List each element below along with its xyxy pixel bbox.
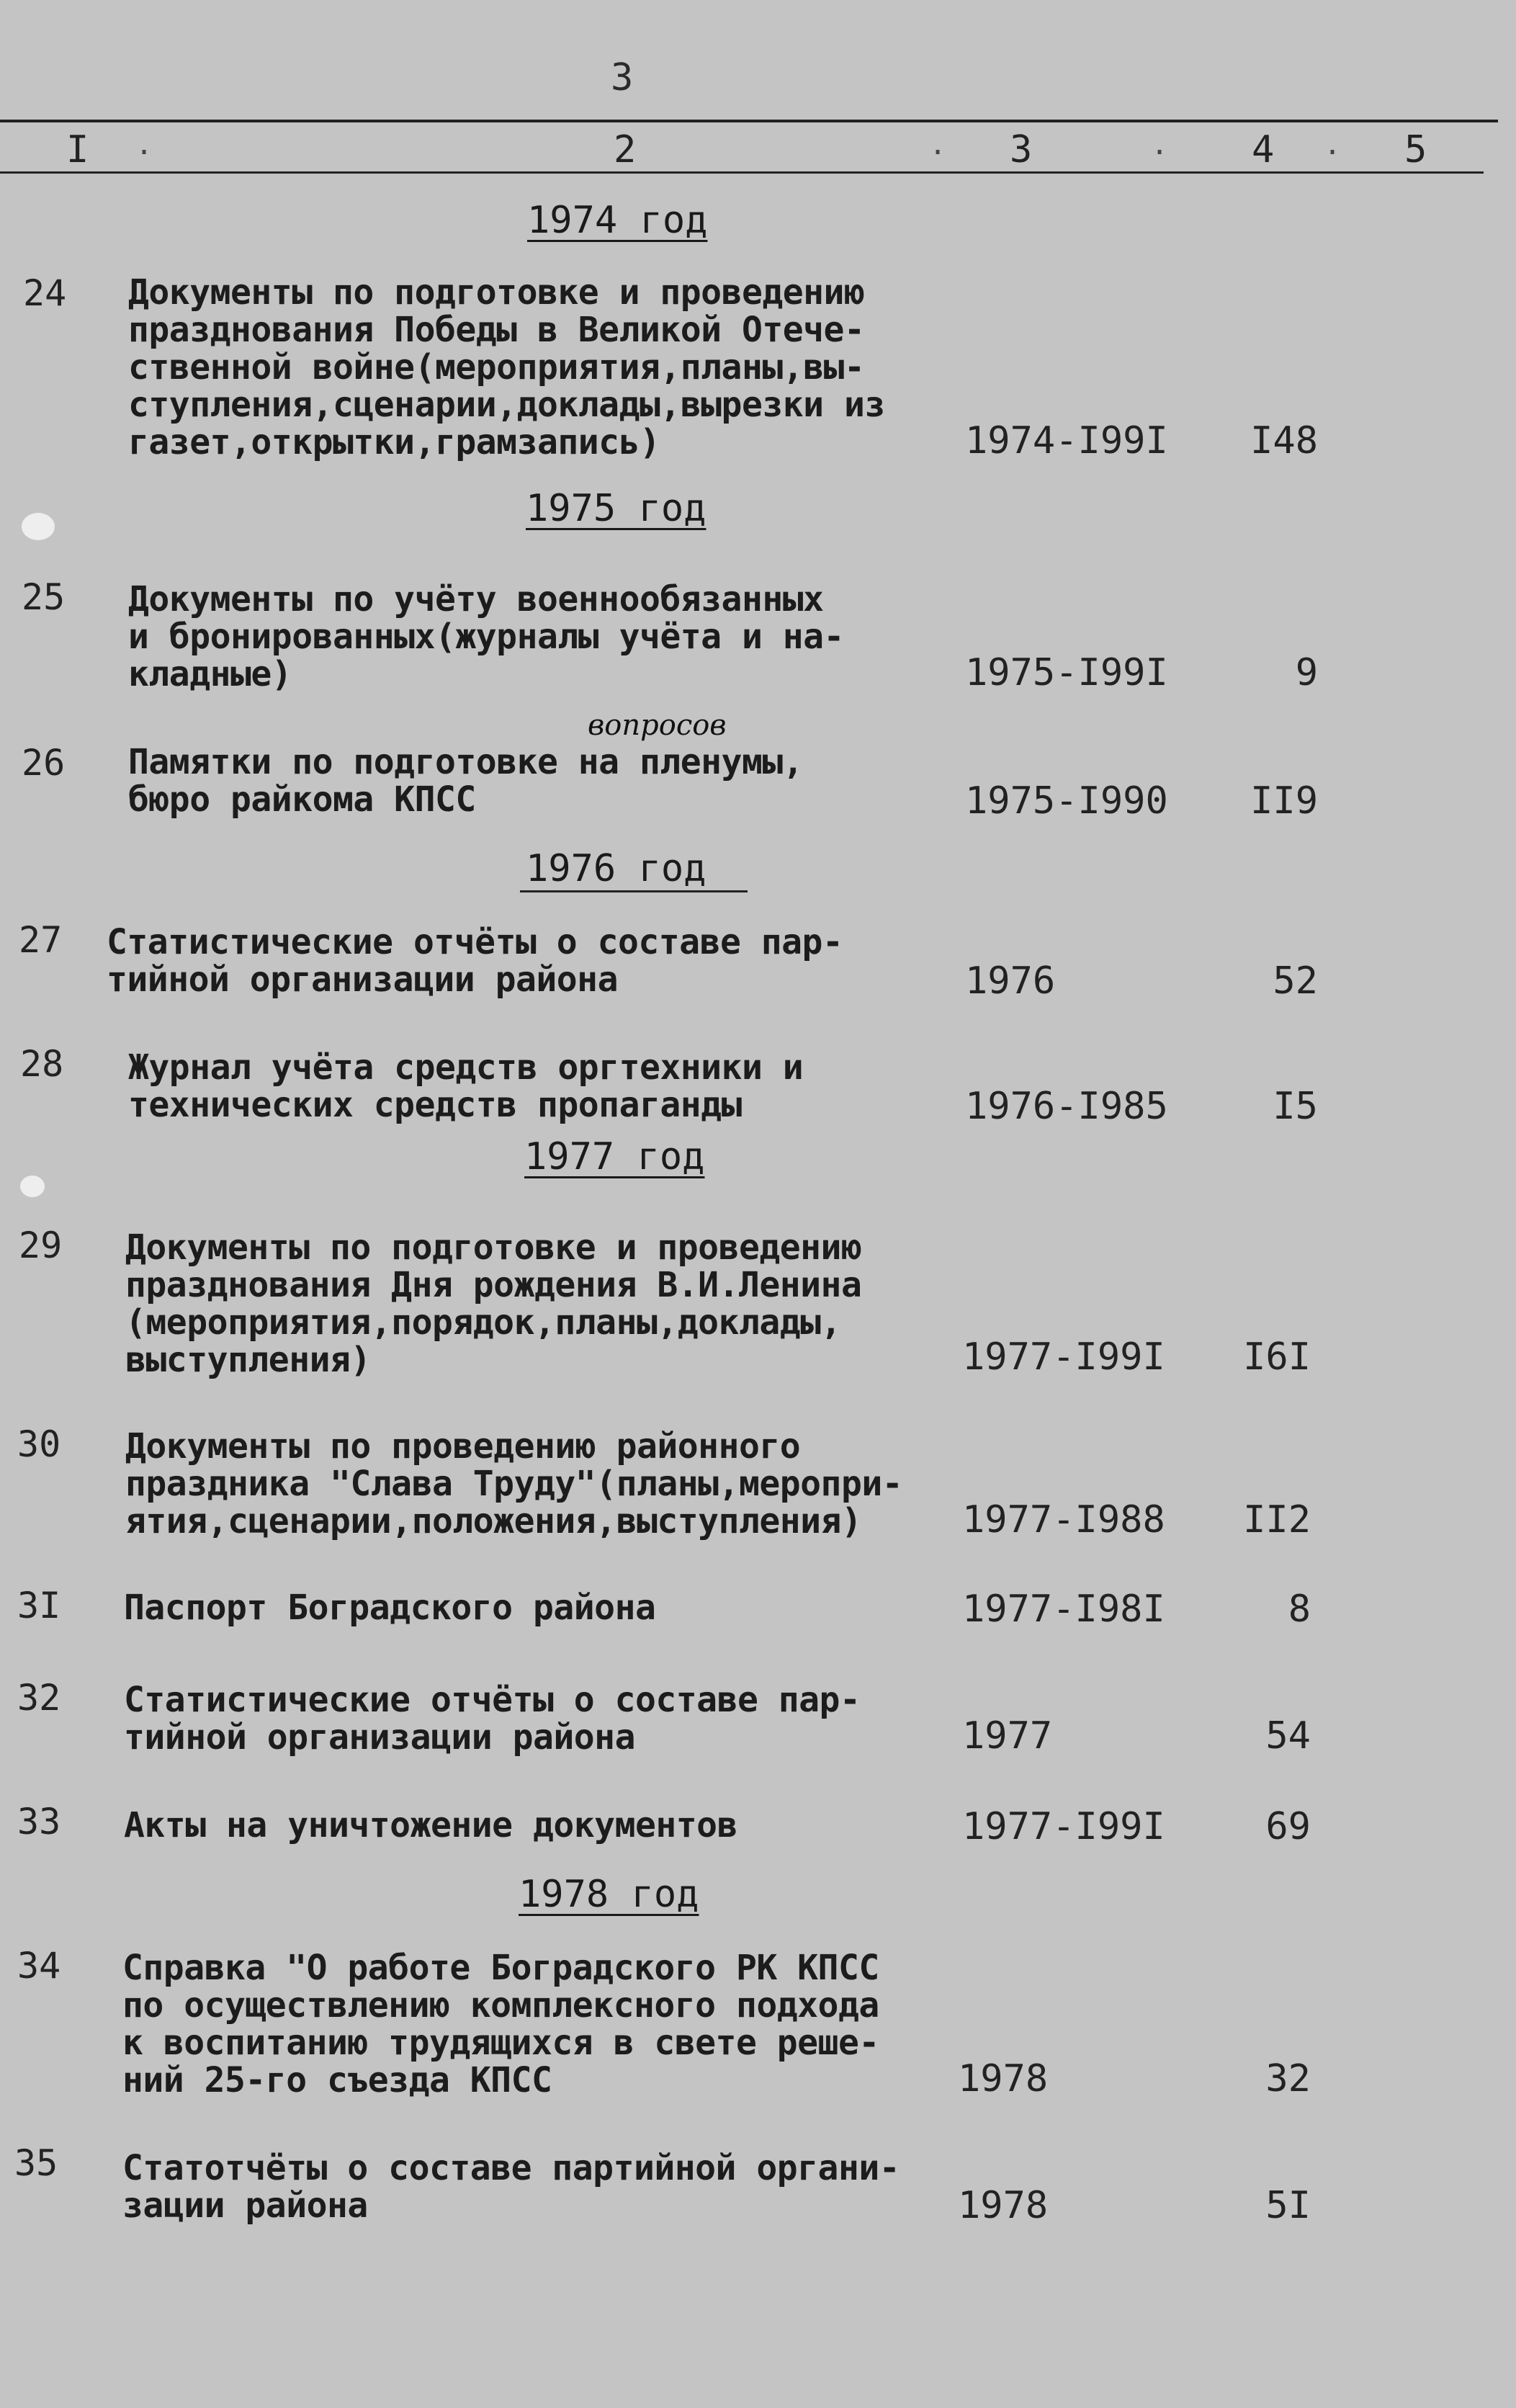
entry-description: Документы по учёту военнообязанных и бронированных(журналы учёта и на- кладные)	[128, 579, 844, 694]
entry-dates: 1975-I99I	[965, 651, 1168, 694]
entry-dates: 1978	[958, 2057, 1049, 2100]
section-heading-1978: 1978 год	[519, 1873, 699, 1916]
entry-dates: 1977-I988	[962, 1498, 1165, 1541]
entry-dates: 1977-I98I	[962, 1588, 1165, 1631]
entry-number: 34	[17, 1945, 61, 1987]
entry-dates: 1976-I985	[965, 1085, 1168, 1128]
entry-description: Статотчёты о составе партийной органи- зации района	[122, 2148, 900, 2226]
column-header-4: 4	[1252, 128, 1275, 171]
entry-description: Документы по подготовке и проведению празднования Дня рождения В.И.Ленина (мероприятия,порядок,планы,доклады, выступления)	[125, 1227, 862, 1380]
entry-count: 32	[1265, 2057, 1311, 2100]
entry-description: Документы по подготовке и проведению празднования Победы в Великой Отече- ственной войне(мероприятия,планы,вы- ступления,сценарии,доклады,вырезки из газет,открытки,грамзапись)	[128, 272, 885, 462]
entry-dates: 1976	[965, 959, 1056, 1003]
entry-number: 26	[22, 742, 66, 784]
column-header-3: 3	[1010, 128, 1033, 171]
section-heading-1977: 1977 год	[524, 1135, 705, 1178]
entry-number: 35	[14, 2142, 58, 2184]
entry-dates: 1978	[958, 2184, 1049, 2227]
entry-dates: 1974-I99I	[965, 419, 1168, 462]
section-heading-1975: 1975 год	[526, 487, 707, 530]
entry-description: Статистические отчёты о составе пар- тийной организации района	[124, 1680, 861, 1758]
entry-dates: 1975-I990	[965, 779, 1168, 823]
entry-description: Акты на уничтожение документов	[124, 1805, 737, 1845]
dot-2: .	[929, 128, 947, 161]
page-number: 3	[611, 56, 634, 99]
entry-count: 8	[1288, 1588, 1311, 1631]
entry-count: 69	[1265, 1805, 1311, 1848]
entry-number: 30	[17, 1423, 61, 1465]
entry-dates: 1977-I99I	[962, 1805, 1165, 1848]
entry-description: Статистические отчёты о составе пар- тийной организации района	[107, 922, 843, 1000]
entry-count: I6I	[1243, 1335, 1311, 1379]
column-header-2: 2	[614, 128, 637, 171]
handwritten-insert: вопросов	[588, 709, 727, 742]
entry-count: 5I	[1265, 2184, 1311, 2227]
entry-number: 27	[19, 919, 63, 961]
entry-number: 33	[17, 1801, 61, 1843]
dot-3: .	[1151, 128, 1169, 161]
entry-number: 25	[22, 576, 66, 618]
entry-description: Документы по проведению районного праздника "Слава Труду"(планы,меропри- ятия,сценарии,положения,выступления)	[125, 1426, 903, 1541]
entry-count: 9	[1295, 651, 1318, 694]
section-heading-1974: 1974 год	[527, 199, 708, 242]
paper-blot	[20, 1176, 45, 1197]
entry-description: Справка "О работе Боградского РК КПСС по осуществлению комплексного подхода к воспитанию трудящихся в свете реше- ний 25-го съезда КПСС	[122, 1948, 879, 2100]
column-header-1: I	[66, 128, 89, 171]
entry-number: 32	[17, 1677, 61, 1719]
entry-description: Журнал учёта средств оргтехники и технических средств пропаганды	[128, 1047, 804, 1125]
entry-dates: 1977-I99I	[962, 1335, 1165, 1379]
entry-number: 3I	[17, 1585, 61, 1626]
entry-count: 52	[1273, 959, 1318, 1003]
heading-underline	[520, 890, 748, 892]
column-header-5: 5	[1404, 128, 1427, 171]
entry-count: I5	[1273, 1085, 1318, 1128]
header-rule-bottom	[0, 171, 1484, 174]
paper-blot	[22, 513, 55, 540]
section-heading-1976: 1976 год	[526, 847, 707, 890]
entry-number: 29	[19, 1225, 63, 1266]
entry-dates: 1977	[962, 1714, 1053, 1758]
entry-description: Памятки по подготовке на пленумы, бюро райкома КПСС	[128, 742, 804, 820]
entry-description: Паспорт Боградского района	[124, 1588, 656, 1628]
dot-1: .	[135, 128, 153, 161]
entry-count: I48	[1250, 419, 1318, 462]
entry-number: 28	[20, 1043, 64, 1085]
entry-count: 54	[1265, 1714, 1311, 1758]
entry-number: 24	[23, 272, 67, 314]
entry-count: II2	[1243, 1498, 1311, 1541]
header-rule-top	[0, 120, 1498, 122]
entry-count: II9	[1250, 779, 1318, 823]
dot-4: .	[1324, 128, 1342, 161]
